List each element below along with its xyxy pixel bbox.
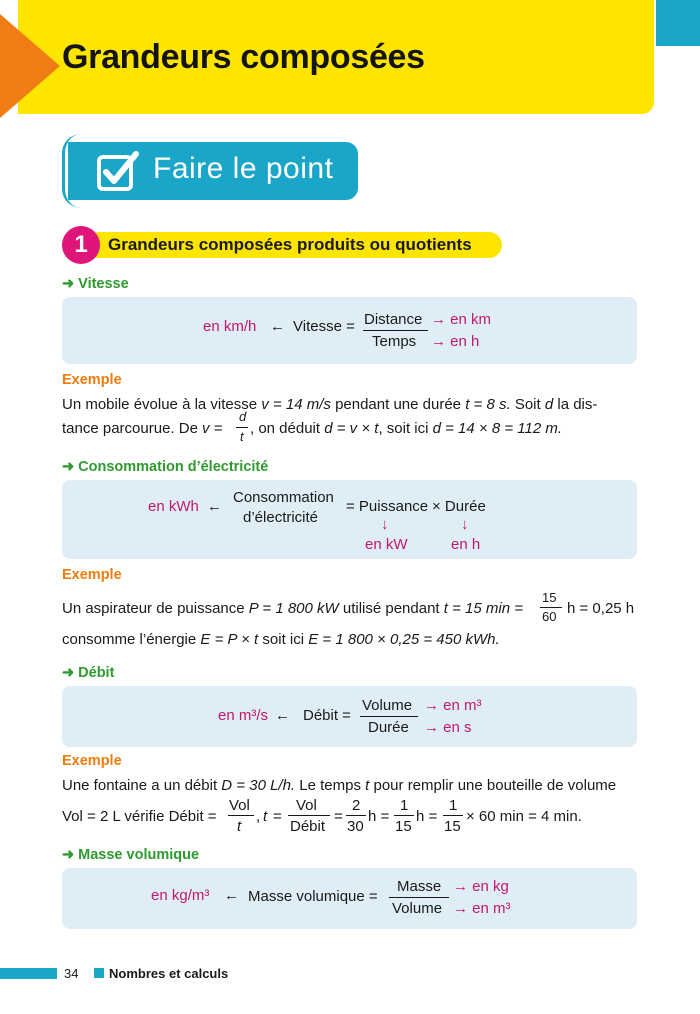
denominator-unit: → en m³ [453,900,511,917]
orange-arrow-decoration [0,14,60,118]
fraction-bar [288,815,330,816]
denominator-unit: → en h [431,333,480,350]
subheading-debit: ➜ Débit [62,665,115,681]
fraction-numerator: Vol [229,797,250,814]
chapter-label: Nombres et calculs [109,966,229,981]
example-math: = [334,808,343,825]
example-math: = [273,808,282,825]
fraction-denominator: t [240,429,244,444]
fraction-denominator: Durée [368,719,409,736]
formula-label: Vitesse = [293,318,355,335]
section-number: 1 [62,226,100,264]
numerator-unit: → en kg [453,878,509,895]
example-label: Exemple [62,753,122,769]
numerator-unit: → en km [431,311,492,328]
unit-label: en km/h [203,318,257,335]
unit-label: en kg/m³ [151,887,210,904]
example-text-line: tance parcourue. De [62,420,198,437]
example-math: v = [202,420,223,437]
fraction-numerator: d [239,409,247,424]
formula-label: Masse volumique = [248,888,378,905]
page-title: Grandeurs composées [62,38,425,76]
footer-bar [0,968,57,979]
fraction-numerator: 2 [352,797,361,814]
banner-text: Faire le point [153,152,334,185]
fraction-denominator: 30 [347,818,364,835]
section-title: Grandeurs composées produits ou quotients [108,235,472,254]
example-text-line: Un aspirateur de puissance P = 1 800 kW utilisé pendant t = 15 min = [62,600,523,617]
unit-label: en h [451,536,481,553]
example-math: , [256,808,261,825]
arrow-right-icon: ➜ [62,665,75,681]
unit-label: en kWh [148,498,199,515]
formula-equals-puissance: = Puissance [346,498,429,515]
fraction-denominator: 15 [395,818,412,835]
denominator-unit: → en s [424,719,472,736]
fraction-bar [360,716,418,717]
arrow-right-icon: ➜ [62,276,75,292]
formula-times-duree: × Durée [432,498,486,515]
fraction-bar [540,607,562,608]
example-text-line: , on déduit d = v × t, soit ici d = 14 × 8 = 112 m. [250,420,563,437]
example-math: h = [416,808,438,825]
fraction-bar [228,815,254,816]
left-arrow-icon: ← [275,707,290,724]
example-label: Exemple [62,567,122,583]
fraction-denominator: Temps [372,333,417,350]
example-math: h = [368,808,390,825]
fraction-denominator: t [237,818,242,835]
fraction-bar [346,815,366,816]
fraction-numerator: 15 [542,590,557,605]
example-text-line: consomme l’énergie E = P × t soit ici E = 1 800 × 0,25 = 450 kWh. [62,631,500,648]
fraction-numerator: 1 [400,797,409,814]
unit-label: en m³/s [218,707,269,724]
fraction-numerator: Vol [296,797,317,814]
example-text-line: Une fontaine a un débit D = 30 L/h. Le temps t pour remplir une bouteille de volume [62,777,617,794]
left-arrow-icon: ← [207,498,222,515]
fraction-numerator: Masse [397,878,442,895]
page-number: 34 [64,966,79,981]
fraction-denominator: 15 [444,818,461,835]
footer-square-icon [94,968,104,978]
formula-label: Débit = [303,707,351,724]
formula-box-electricite [62,480,637,559]
fraction-numerator: 1 [449,797,458,814]
fraction-numerator: Volume [362,697,413,714]
fraction-denominator: 60 [542,609,557,624]
example-text-line: Un mobile évolue à la vitesse v = 14 m/s pendant une durée t = 8 s. Soit d la dis- [62,396,598,413]
example-text-line: Vol = 2 L vérifie Débit = [62,808,217,825]
down-arrow-icon: ↓ [381,516,389,533]
subheading-vitesse: ➜ Vitesse [62,276,129,292]
left-arrow-icon: ← [224,887,239,904]
example-math: × 60 min = 4 min. [466,808,582,825]
fraction-bar [394,815,414,816]
fraction-bar [389,897,449,898]
subheading-masse-volumique: ➜ Masse volumique [62,847,200,863]
example-label: Exemple [62,372,122,388]
formula-label: d’électricité [243,509,319,526]
down-arrow-icon: ↓ [461,516,469,533]
example-math: t [263,808,268,825]
unit-label: en kW [365,536,408,553]
subheading-electricite: ➜ Consommation d’électricité [62,459,269,475]
numerator-unit: → en m³ [424,697,482,714]
arrow-right-icon: ➜ [62,459,75,475]
fraction-denominator: Débit [290,818,326,835]
left-arrow-icon: ← [270,318,285,335]
example-text-line: h = 0,25 h [567,600,635,617]
fraction-denominator: Volume [392,900,443,917]
fraction-numerator: Distance [364,311,423,328]
checkbox-check-icon [96,150,140,194]
fraction-bar [443,815,463,816]
arrow-right-icon: ➜ [62,847,75,863]
fraction-bar [363,330,428,331]
cyan-corner-decoration [656,0,700,46]
formula-label: Consommation [233,489,334,506]
fraction-bar [236,427,248,428]
